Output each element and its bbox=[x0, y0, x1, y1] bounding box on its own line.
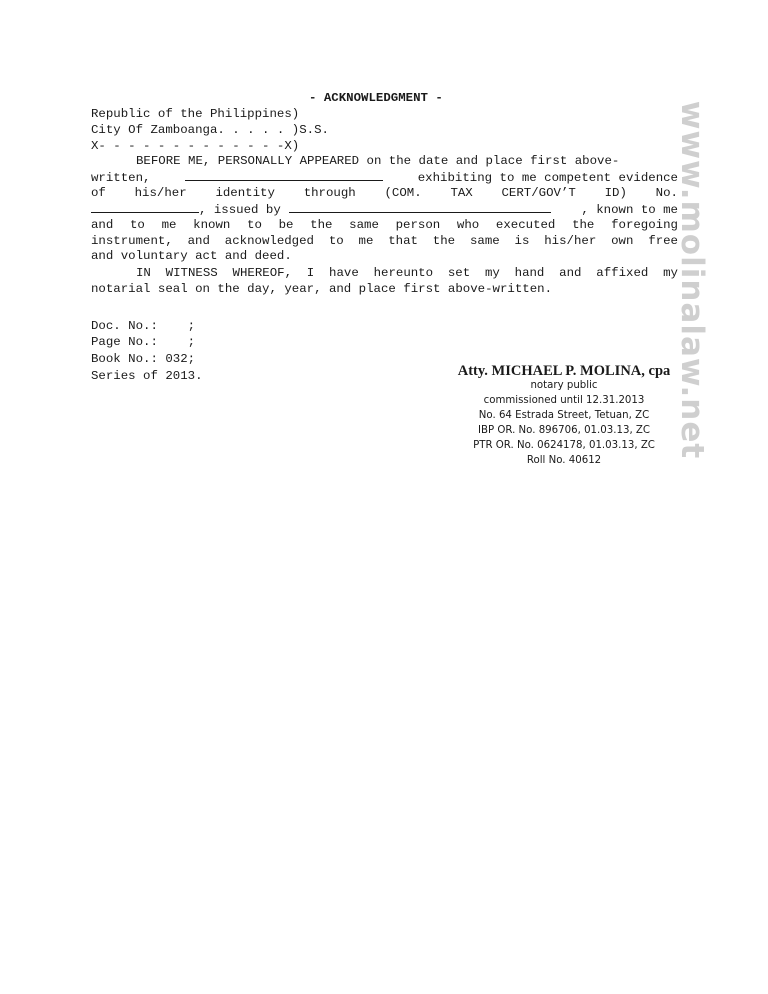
notary-ptr: PTR OR. No. 0624178, 01.03.13, ZC bbox=[473, 440, 655, 451]
word: ID) bbox=[604, 186, 627, 200]
page-number: Page No.: ; bbox=[91, 335, 196, 349]
name-blank bbox=[185, 169, 383, 181]
word: CERT/GOV’T bbox=[501, 186, 576, 200]
series-year: Series of 2013. bbox=[91, 369, 203, 383]
known-to-me-text: , known to me bbox=[581, 203, 678, 217]
venue-city-line: City Of Zamboanga. . . . . )S.S. bbox=[91, 123, 329, 137]
id-number-blank bbox=[91, 201, 199, 213]
issuer-blank bbox=[289, 201, 551, 213]
paragraph-1-line-1: BEFORE ME, PERSONALLY APPEARED on the date and place first above- bbox=[136, 154, 620, 168]
word: of bbox=[91, 186, 106, 200]
document-title: - ACKNOWLEDGMENT - bbox=[309, 91, 443, 105]
word: No. bbox=[655, 186, 678, 200]
venue-republic-line: Republic of the Philippines) bbox=[91, 107, 300, 121]
word: TAX bbox=[450, 186, 473, 200]
paragraph-2-line-2: notarial seal on the day, year, and place first above-written. bbox=[91, 282, 553, 296]
paragraph-1-line-7: and voluntary act and deed. bbox=[91, 249, 292, 263]
notary-role: notary public bbox=[530, 380, 598, 391]
notary-roll: Roll No. 40612 bbox=[526, 455, 602, 466]
exhibiting-text: exhibiting to me competent evidence bbox=[417, 171, 678, 185]
watermark-text: www.molinalaw.net bbox=[674, 100, 710, 460]
paragraph-1-line-3 bbox=[91, 185, 678, 201]
word: through bbox=[303, 186, 356, 200]
paragraph-1-line-2 bbox=[91, 169, 678, 186]
notary-ibp: IBP OR. No. 896706, 01.03.13, ZC bbox=[477, 425, 651, 436]
paragraph-2-line-1: IN WITNESS WHEREOF, I have hereunto set my hand and affixed my bbox=[136, 266, 678, 280]
notary-address: No. 64 Estrada Street, Tetuan, ZC bbox=[478, 410, 650, 421]
notary-name: Atty. MICHAEL P. MOLINA, cpa bbox=[457, 363, 671, 379]
book-number: Book No.: 032; bbox=[91, 352, 196, 366]
word: identity bbox=[215, 186, 275, 200]
paragraph-1-line-5: and to me known to be the same person who executed the foregoing bbox=[91, 218, 678, 232]
word: his/her bbox=[134, 186, 187, 200]
paragraph-1-line-4 bbox=[91, 201, 678, 218]
venue-separator-line: X- - - - - - - - - - - - -X) bbox=[91, 139, 300, 153]
notary-commission: commissioned until 12.31.2013 bbox=[483, 395, 645, 406]
paragraph-1-line-6: instrument, and acknowledged to me that the same is his/her own free bbox=[91, 234, 678, 248]
word: (COM. bbox=[384, 186, 422, 200]
doc-number: Doc. No.: ; bbox=[91, 319, 196, 333]
issued-by-text: , issued by bbox=[199, 203, 281, 217]
written-text: written, bbox=[91, 171, 151, 185]
